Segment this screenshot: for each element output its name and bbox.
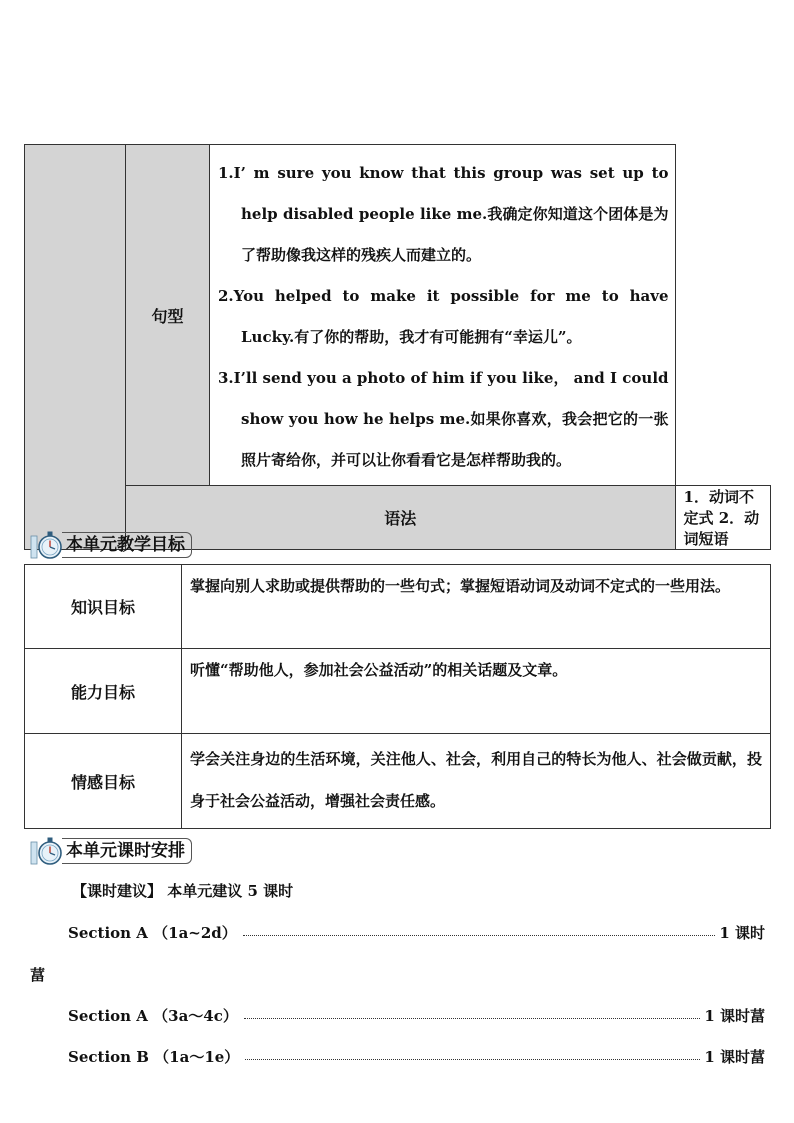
section-header-schedule	[30, 836, 192, 866]
section-title: 本单元教学目标	[62, 532, 192, 558]
stopwatch-icon	[30, 836, 64, 866]
goal-value: 掌握向别人求助或提供帮助的一些句式；掌握短语动词及动词不定式的一些用法。	[182, 565, 771, 649]
sentence-item: 1.I’ m sure you know that this group was set up to help disabled people like me.我确定你知道这个团体是为了帮助像我这样的残疾人而建立的。	[218, 164, 669, 264]
structures-content	[210, 145, 676, 486]
schedule-row	[68, 1046, 765, 1067]
leader-dots	[243, 935, 716, 936]
leader-dots	[245, 1059, 700, 1060]
schedule-value: 1 课时	[704, 1048, 750, 1066]
sentence-structures-table	[24, 144, 771, 550]
schedule-value: 1 课时	[704, 1007, 750, 1025]
section-title: 本单元课时安排	[62, 838, 192, 864]
schedule-value: 1 课时	[719, 924, 765, 942]
structures-label: 句型	[126, 145, 210, 486]
schedule-suggestion: 【课时建议】 本单元建议 5 课时	[72, 882, 294, 900]
section-header-goals	[30, 530, 192, 560]
schedule-label: Section B （1a～1e）	[68, 1048, 240, 1066]
schedule-wrap-char: 葍	[30, 966, 46, 984]
schedule-wrap-char: 葍	[749, 1048, 765, 1066]
goal-key: 知识目标	[25, 565, 182, 649]
table-row	[25, 565, 771, 649]
grammar-value: 1．动词不定式 2．动词短语	[675, 486, 770, 550]
goal-key: 情感目标	[25, 734, 182, 829]
sentence-item: 2.You helped to make it possible for me to have Lucky.有了你的帮助，我才有可能拥有“幸运儿”。	[218, 287, 669, 346]
grammar-label: 语法	[126, 486, 676, 550]
table-row	[25, 734, 771, 829]
table-row	[25, 649, 771, 734]
goal-value: 学会关注身边的生活环境，关注他人、社会，利用自己的特长为他人、社会做贡献，投身于社会公益活动，增强社会责任感。	[182, 734, 771, 829]
teaching-goals-table	[24, 564, 771, 829]
schedule-row	[68, 922, 765, 943]
schedule-label: Section A （1a~2d）	[68, 924, 237, 942]
stopwatch-icon	[30, 530, 64, 560]
leader-dots	[244, 1018, 700, 1019]
merged-gray-cell	[25, 145, 126, 550]
goal-key: 能力目标	[25, 649, 182, 734]
goal-value: 听懂“帮助他人，参加社会公益活动”的相关话题及文章。	[182, 649, 771, 734]
schedule-wrap-char: 葍	[749, 1007, 765, 1025]
schedule-label: Section A （3a～4c）	[68, 1007, 238, 1025]
sentence-item: 3.I’ll send you a photo of him if you like， and I could show you how he helps me.如果你喜欢，我会把它的一张照片寄给你，并可以让你看看它是怎样帮助我的。	[218, 369, 669, 469]
schedule-row	[68, 1005, 765, 1026]
